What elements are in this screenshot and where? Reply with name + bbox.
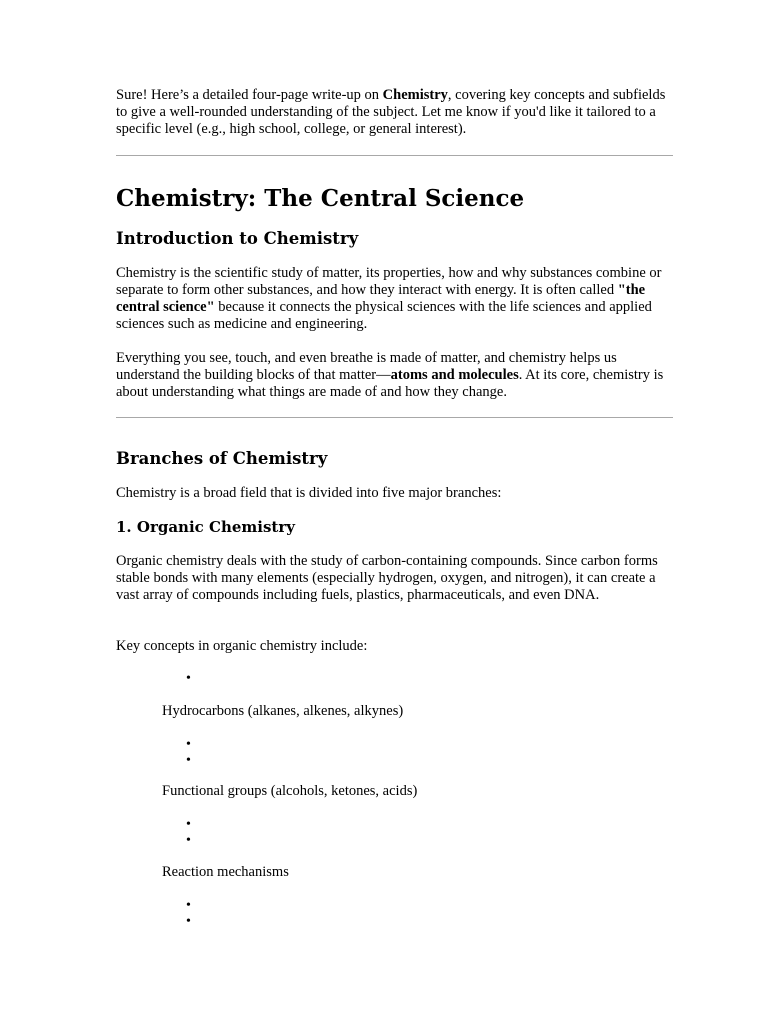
page-title: Chemistry: The Central Science <box>116 185 525 212</box>
intro-p2-end: . At its core, chemistry is about understanding what things are made of and how they change. <box>116 367 664 400</box>
bullet-marker: • <box>186 737 191 752</box>
intro-p1-end: because it connects the physical sciences with the life sciences and applied sciences such as medicine and engineering. <box>116 299 652 332</box>
bullet-marker: • <box>186 817 191 832</box>
bullet-marker: • <box>186 833 191 848</box>
intro-text-end: , covering key concepts and subfields to give a well-rounded understanding of the subject. Let me know if you'd like it tailored to a specific level (e.g., high school, college, or general interest). <box>116 87 666 137</box>
intro-p2-bold: atoms and molecules <box>390 367 519 383</box>
bullet-marker: • <box>186 898 191 913</box>
list-item: Hydrocarbons (alkanes, alkenes, alkynes) <box>162 703 404 719</box>
intro-p1-start: Chemistry is the scientific study of matter, its properties, how and why substances combine or separate to form other substances, and how they interact with energy. It is often called <box>116 265 662 298</box>
intro-p1-bold: "the central science" <box>116 282 646 315</box>
bullet-marker: • <box>186 753 191 768</box>
organic-chemistry-body: Organic chemistry deals with the study of carbon-containing compounds. Since carbon forms stable bonds with many elements (especially hydrogen, oxygen, and nitrogen), it can create a vast array of compounds including fuels, plastics, pharmaceuticals, and even DNA. <box>116 553 658 603</box>
organic-chemistry-heading: 1. Organic Chemistry <box>116 518 295 536</box>
introduction-paragraph-1 <box>116 265 674 333</box>
introduction-paragraph-2 <box>116 350 674 401</box>
list-item: Functional groups (alcohols, ketones, acids) <box>162 783 418 799</box>
introduction-heading: Introduction to Chemistry <box>116 229 359 248</box>
branches-lead: Chemistry is a broad field that is divided into five major branches: <box>116 485 502 501</box>
key-concepts-lead: Key concepts in organic chemistry include: <box>116 638 368 654</box>
intro-p2-start: Everything you see, touch, and even breathe is made of matter, and chemistry helps us understand the building blocks of that matter— <box>116 350 617 383</box>
intro-text-start: Sure! Here’s a detailed four-page write-up on <box>116 87 383 103</box>
intro-bold-chemistry: Chemistry <box>382 87 448 103</box>
divider-1 <box>116 155 673 156</box>
bullet-marker: • <box>186 671 191 686</box>
divider-2 <box>116 417 673 418</box>
intro-paragraph <box>116 87 674 138</box>
list-item: Reaction mechanisms <box>162 864 289 880</box>
branches-heading: Branches of Chemistry <box>116 449 328 468</box>
bullet-marker: • <box>186 914 191 929</box>
